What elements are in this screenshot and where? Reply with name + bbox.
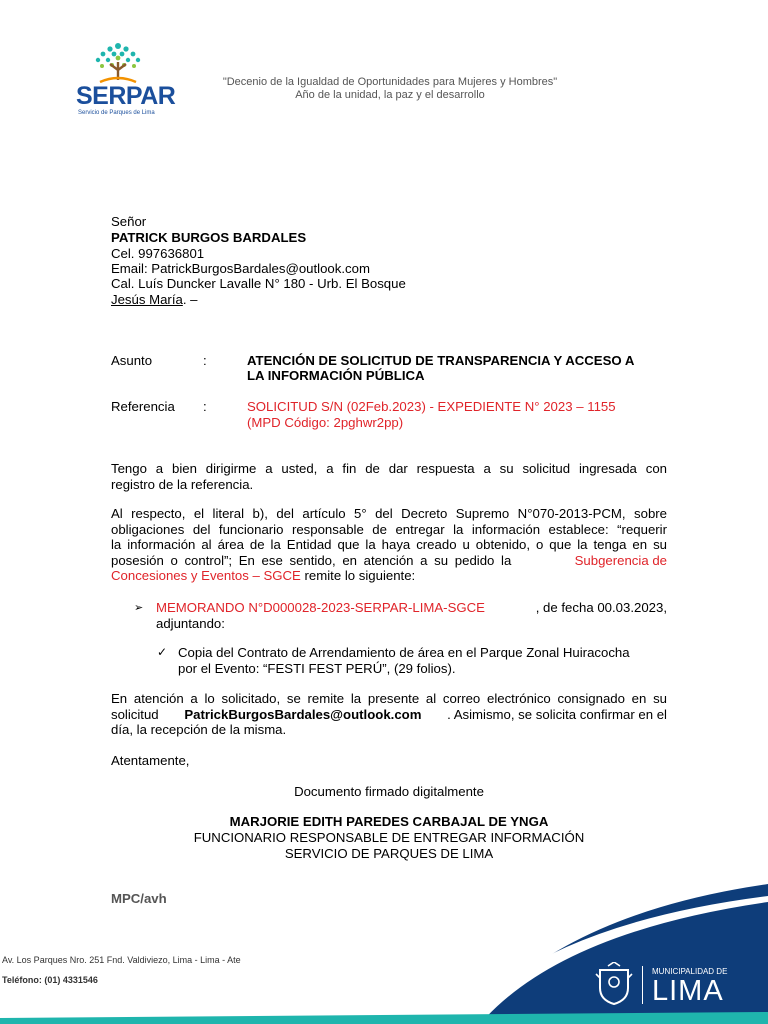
signer-name: MARJORIE EDITH PAREDES CARBAJAL DE YNGA: [229, 814, 549, 829]
footer-teal-band: [0, 1012, 768, 1024]
subject-line-1: ATENCIÓN DE SOLICITUD DE TRANSPARENCIA Y ACCESO A: [247, 353, 635, 368]
subject-line-2: LA INFORMACIÓN PÚBLICA: [247, 368, 425, 383]
subject-colon: :: [203, 353, 207, 368]
tree-icon: [88, 40, 148, 86]
check-marker: ✓: [157, 645, 168, 659]
p2-line-4-red: Subgerencia de: [574, 552, 667, 568]
bullet-marker: ➢: [134, 601, 144, 614]
reference-line-2: (MPD Código: 2pghwr2pp): [247, 415, 404, 430]
paragraph-1: [111, 461, 667, 492]
coat-of-arms-icon: [594, 962, 634, 1006]
signer-org: SERVICIO DE PARQUES DE LIMA: [284, 846, 494, 861]
p1-line-1: Tengo a bien dirigirme a usted, a fin de dar respuesta a su solicitud ingresada con: [111, 461, 667, 476]
reference-colon: :: [203, 399, 207, 414]
subject-label: Asunto: [111, 353, 153, 368]
signer-title: FUNCIONARIO RESPONSABLE DE ENTREGAR INFORMACIÓN: [193, 830, 585, 845]
p2-line-5-wrap: [111, 568, 667, 584]
p2-line-3: la información al área de la Entidad que la haya creado u obtenido, o que la tenga en su: [111, 537, 667, 553]
p3-line-2-a: solicitud: [111, 706, 159, 722]
digital-note: Documento firmado digitalmente: [294, 784, 484, 799]
footer-address: Av. Los Parques Nro. 251 Fnd. Valdiviezo, Lima - Lima - Ate: [2, 955, 241, 965]
logo-subtitle: Servicio de Parques de Lima: [78, 110, 155, 116]
initials: MPC/avh: [111, 891, 167, 906]
bullet-line-1: [156, 600, 667, 616]
muni-divider: [642, 966, 643, 1004]
motto-line-2: Año de la unidad, la paz y el desarrollo: [295, 89, 485, 101]
p2-line-5: remite lo siguiente:: [300, 568, 416, 584]
muni-name: LIMA: [652, 975, 724, 1007]
p3-line-2-b: . Asimismo, se solicita confirmar en el: [447, 706, 667, 722]
p3-line-2: [111, 707, 667, 723]
p3-line-3: día, la recepción de la misma.: [111, 722, 287, 738]
p2-line-2: obligaciones del funcionario responsable de entregar la información establece: “requerir: [111, 521, 667, 537]
serpar-logo: [76, 40, 176, 120]
district-suffix: . –: [182, 292, 198, 307]
bullet-item: [156, 600, 667, 631]
paragraph-2: [111, 506, 667, 584]
p2-line-5-red: Concesiones y Eventos – SGCE: [111, 568, 301, 584]
paragraph-3: [111, 691, 667, 738]
closing: Atentamente,: [111, 753, 190, 768]
p2-line-1: Al respecto, el literal b), del artículo 5° del Decreto Supremo N°070-2013-PCM, sobre: [111, 506, 667, 521]
addressee-address: Cal. Luís Duncker Lavalle N° 180 - Urb. El Bosque: [111, 276, 406, 291]
check-item: [178, 645, 667, 676]
bullet-line-2: adjuntando:: [156, 615, 225, 631]
p3-line-1: En atención a lo solicitado, se remite la presente al correo electrónico consignado en su: [111, 691, 667, 706]
reference-line-1: SOLICITUD S/N (02Feb.2023) - EXPEDIENTE N° 2023 – 1155: [247, 399, 616, 414]
p1-line-2: registro de la referencia.: [111, 476, 254, 492]
motto-line-1: "Decenio de la Igualdad de Oportunidades para Mujeres y Hombres": [222, 76, 558, 88]
motto: [180, 76, 600, 102]
addressee-phone: Cel. 997636801: [111, 246, 205, 261]
p3-email: PatrickBurgosBardales@outlook.com: [184, 706, 422, 722]
addressee-email: Email: PatrickBurgosBardales@outlook.com: [111, 261, 370, 276]
muni-label: MUNICIPALIDAD DE: [652, 967, 728, 976]
salutation: Señor: [111, 214, 147, 229]
addressee-district: Jesús María: [111, 292, 183, 307]
addressee-name: PATRICK BURGOS BARDALES: [111, 230, 307, 245]
p2-line-4: posesión o control”; En ese sentido, en atención a su pedido la: [111, 552, 512, 568]
addressee-district-line: [111, 292, 198, 308]
p2-line-4-wrap: [111, 553, 667, 569]
memo-reference: MEMORANDO N°D000028-2023-SERPAR-LIMA-SGCE: [156, 600, 485, 615]
reference-label: Referencia: [111, 399, 175, 414]
logo-text: SERPAR: [76, 82, 176, 110]
check-line-1: Copia del Contrato de Arrendamiento de área en el Parque Zonal Huiracocha: [178, 645, 630, 660]
footer-phone: Teléfono: (01) 4331546: [2, 975, 98, 985]
bullet-date: , de fecha 00.03.2023,: [535, 600, 667, 615]
check-line-2: por el Evento: “FESTI FEST PERÚ”, (29 folios).: [178, 660, 456, 676]
